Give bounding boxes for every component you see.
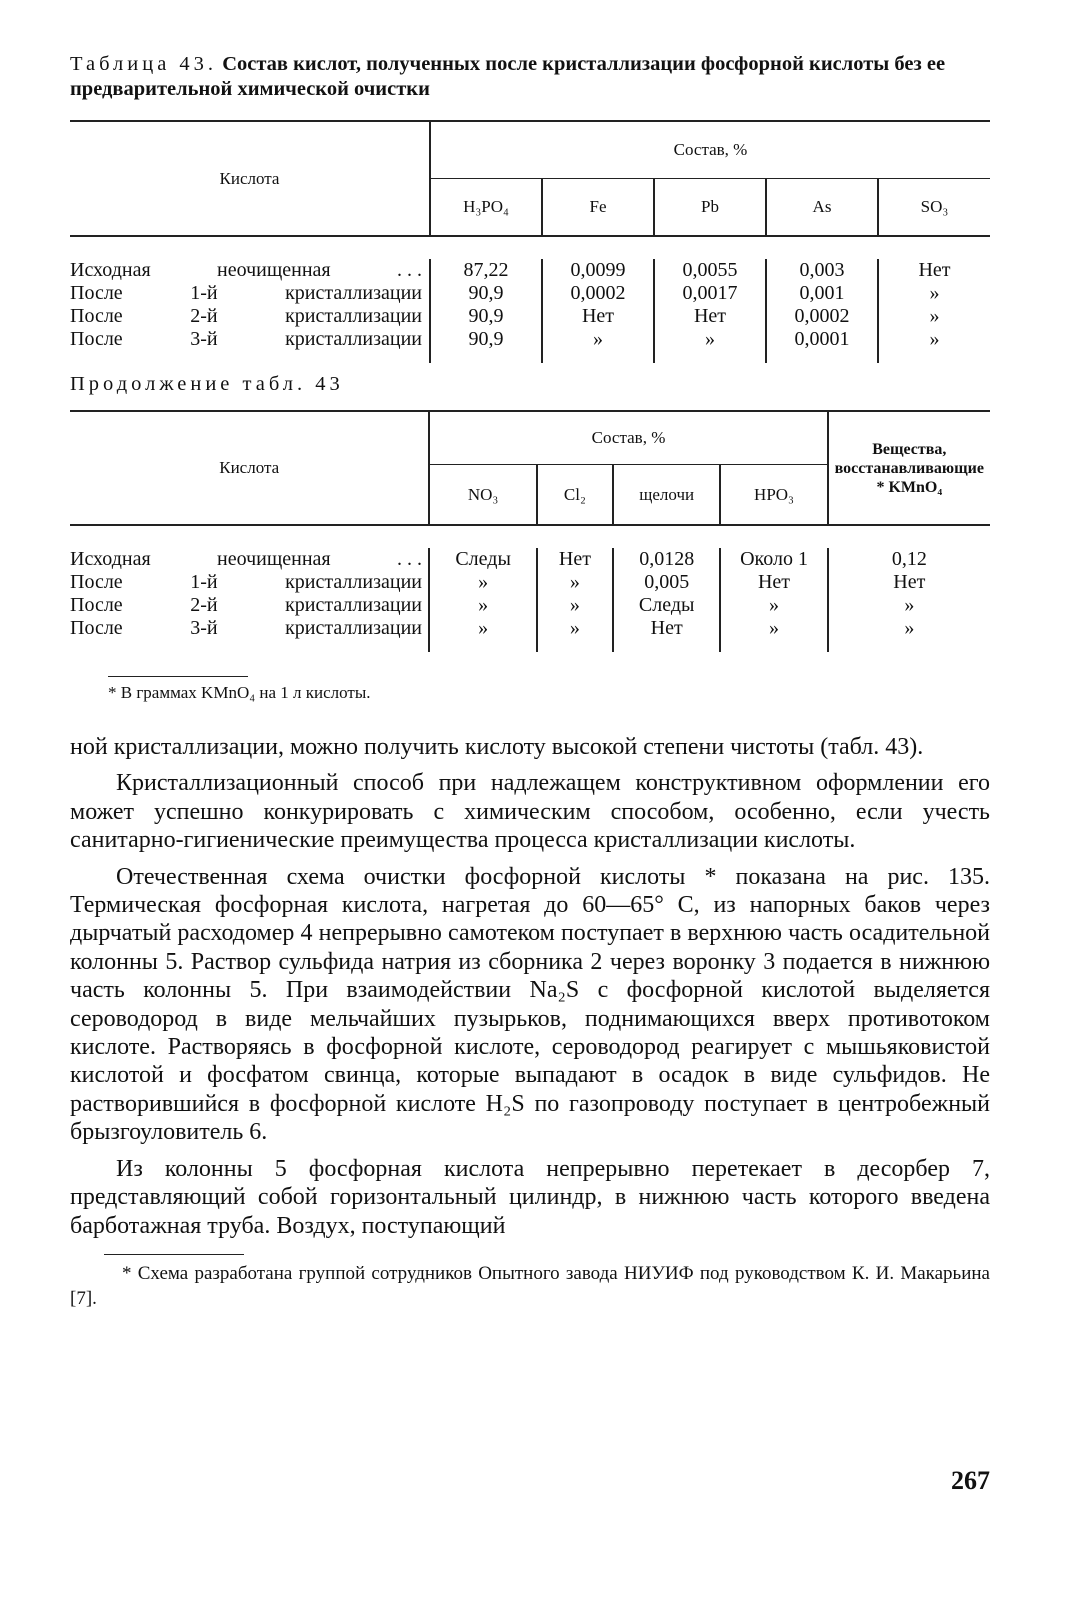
table1-col-pb: Pb <box>654 179 766 237</box>
table2 <box>70 410 990 652</box>
page-number: 267 <box>951 1466 990 1495</box>
table-row: Исходная неочищенная . . . 87,22 0,0099 0,0055 0,003 Нет <box>70 259 990 282</box>
table1-col-h3po4: H₃PO₄ <box>430 179 542 237</box>
table1-caption-text: Состав кислот, полученных после кристаллизации фосфорной кислоты без ее предварительной химической очистки <box>70 53 946 100</box>
table2-col-reducing: Вещества, восстанавливающие * KMnO₄ <box>828 411 990 525</box>
table1 <box>70 120 990 363</box>
table2-col-no3: NO₃ <box>429 465 536 525</box>
table2-col-hpo3: HPO₃ <box>720 465 827 525</box>
table-row: После 2-й кристаллизации 90,9 Нет Нет 0,0002 » <box>70 305 990 328</box>
table-row: После 3-й кристаллизации » » Нет » » <box>70 617 990 640</box>
paragraph: ной кристаллизации, можно получить кислоту высокой степени чистоты (табл. 43). <box>70 734 924 760</box>
page-footnote: * Схема разработана группой сотрудников Опытного завода НИУИФ под руководством К. И. Макарьина [7]. <box>70 1262 990 1309</box>
table-row: После 1-й кристаллизации » » 0,005 Нет Нет <box>70 571 990 594</box>
paragraph: Отечественная схема очистки фосфорной кислоты * показана на рис. 135. Термическая фосфорная кислота, нагретая до 60—65° С, из напорных баков через дырчатый расходомер 4 непрерывно самотеком поступает в верхнюю часть осадительной колонны 5. Раствор сульфида натрия из сборника 2 через воронку 3 подается в нижнюю часть колонны 5. При взаимодействии Na₂S с фосфорной кислотой выделяется сероводород в виде мельчайших пузырьков, поднимающихся вверх противотоком кислоте. Растворяясь в фосфорной кислоте, сероводород реагирует с мышьяковистой кислотой и фосфатом свинца, которые выпадают в осадок в виде сульфидов. Не растворившийся в фосфорной кислоте H₂S по газопроводу поступает в центробежный брызгоуловитель 6. <box>70 863 990 1146</box>
table2-col-acid: Кислота <box>219 458 280 477</box>
table1-col-acid: Кислота <box>219 168 280 188</box>
body-text <box>70 733 990 1240</box>
page <box>70 52 990 1311</box>
page-footnote-rule <box>104 1254 244 1255</box>
table2-col-cl2: Cl₂ <box>537 465 613 525</box>
table2-col-group: Состав, % <box>429 411 827 465</box>
table1-spacer <box>70 236 990 259</box>
table1-col-as: As <box>766 179 878 237</box>
table2-caption: Продолжение табл. 43 <box>70 373 344 395</box>
table1-col-group: Состав, % <box>430 121 990 179</box>
paragraph: Из колонны 5 фосфорная кислота непрерывно перетекает в десорбер 7, представляющий собой горизонтальный цилиндр, в нижнюю часть которого введена барботажная труба. Воздух, поступающий <box>70 1155 990 1239</box>
table1-col-so3: SO₃ <box>878 179 990 237</box>
table-row: После 1-й кристаллизации 90,9 0,0002 0,0017 0,001 » <box>70 282 990 305</box>
table1-caption <box>70 52 990 102</box>
table-row: После 2-й кристаллизации » » Следы » » <box>70 594 990 617</box>
table-row: После 3-й кристаллизации 90,9 » » 0,0001 » <box>70 328 990 351</box>
table-footnote-rule <box>108 676 248 677</box>
table-footnote: * В граммах KMnO₄ на 1 л кислоты. <box>108 683 371 702</box>
table-row: Исходная неочищенная . . . Следы Нет 0,0128 Около 1 0,12 <box>70 548 990 571</box>
table2-spacer <box>70 525 990 548</box>
table1-caption-label: Таблица 43. <box>70 53 218 75</box>
table1-col-fe: Fe <box>542 179 654 237</box>
paragraph: Кристаллизационный способ при надлежащем конструктивном оформлении его может успешно конкурировать с химическим способом, особенно, если учесть санитарно-гигиенические преимущества процесса кристаллизации кислоты. <box>70 770 990 854</box>
table2-col-alkali: щелочи <box>613 465 720 525</box>
